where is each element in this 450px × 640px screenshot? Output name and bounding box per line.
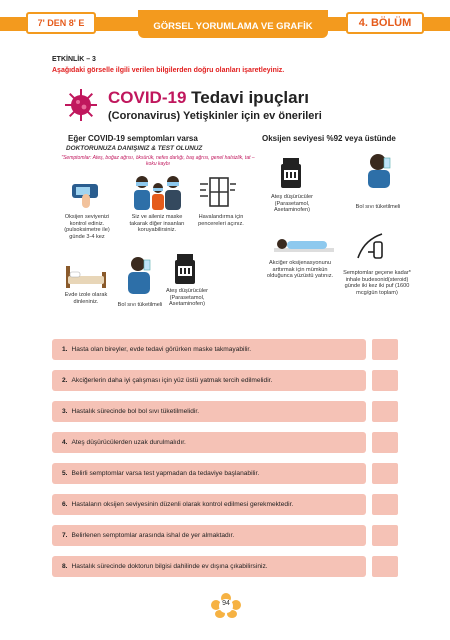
statement-number: 7. (62, 532, 68, 539)
statement-number: 1. (62, 346, 68, 353)
infographic-title (108, 88, 309, 108)
section-label: 4. BÖLÜM (346, 12, 424, 34)
statement-text: Hasta olan bireyler, evde tedavi görürken maske takmayabilir. (71, 346, 252, 353)
statement-number: 5. (62, 470, 68, 477)
bed-icon (62, 262, 110, 290)
pill-bottle-right-icon (278, 156, 304, 190)
statement-row (52, 432, 366, 453)
drinking-person-icon (122, 254, 158, 296)
title-rest: Tedavi ipuçları (186, 88, 309, 107)
statement-text: Belirli semptomlar varsa test yapmadan da tedaviye başlanabilir. (71, 470, 260, 477)
caption-oximeter: Oksijen seviyenizi kontrol ediniz. (pulsoksimetre ile) günde 3-4 kez (64, 214, 110, 240)
window-icon (198, 174, 238, 210)
statement-number: 6. (62, 501, 68, 508)
statement-number: 2. (62, 377, 68, 384)
caption-window: Havalandırma için pencereleri açınız. (198, 214, 244, 227)
statement-row (52, 339, 366, 360)
answer-box[interactable] (372, 556, 398, 577)
statement-text: Ateş düşürücülerden uzak durulmalıdır. (71, 439, 186, 446)
caption-fluids-left: Bol sıvı tüketilmeli (117, 302, 163, 308)
answer-box[interactable] (372, 494, 398, 515)
answer-box[interactable] (372, 525, 398, 546)
statement-row (52, 401, 366, 422)
activity-instruction: Aşağıdaki görselle ilgili verilen bilgilerden doğru olanları işaretleyiniz. (52, 67, 285, 74)
oximeter-icon (70, 176, 104, 210)
statement-number: 8. (62, 563, 68, 570)
title-accent: COVID-19 (108, 88, 187, 107)
statement-text: Akciğerlerin daha iyi çalışması için yüz üstü yatmak tercih edilmelidir. (71, 377, 273, 384)
infographic-subtitle: (Coronavirus) Yetişkinler için ev önerileri (108, 110, 322, 122)
statement-text: Belirlenen semptomlar arasında ishal de yer almaktadır. (71, 532, 235, 539)
caption-masks: Siz ve aileniz maske takarak diğer insanları koruyabilirsiniz. (129, 214, 185, 234)
statement-number: 3. (62, 408, 68, 415)
right-heading: Oksijen seviyesi %92 veya üstünde (262, 134, 396, 143)
header-title: GÖRSEL YORUMLAMA VE GRAFİK OKUMA (138, 10, 328, 38)
statement-row (52, 463, 366, 484)
left-heading: Eğer COVID-19 semptomları varsa (68, 134, 198, 143)
activity-title: ETKİNLİK – 3 (52, 56, 96, 63)
answer-box[interactable] (372, 339, 398, 360)
statement-number: 4. (62, 439, 68, 446)
answer-box[interactable] (372, 401, 398, 422)
grade-label: 7' DEN 8' E (26, 12, 96, 34)
page-number: 94 (222, 600, 230, 607)
answer-box[interactable] (372, 432, 398, 453)
statement-text: Hastaların oksijen seviyesinin düzenli olarak kontrol edilmesi gerekmektedir. (71, 501, 294, 508)
caption-fever-right: Ateş düşürücüler (Parasetamol, Asetaminofen) (271, 194, 313, 214)
caption-fever-left: Ateş düşürücüler (Parasetamol, Asetaminofen) (166, 288, 208, 308)
statement-row (52, 556, 366, 577)
caption-fluids-right: Bol sıvı tüketilmeli (355, 204, 401, 210)
inhaler-icon (352, 228, 392, 264)
caption-rest: Evde izole olarak dinleniniz. (64, 292, 108, 305)
answer-box[interactable] (372, 370, 398, 391)
statement-text: Hastalık sürecinde bol bol sıvı tüketilmelidir. (71, 408, 200, 415)
statement-row (52, 494, 366, 515)
symptoms-note: "Semptomlar: Ateş, boğaz ağrısı, öksürük, nefes darlığı, baş ağrısı, genel halsizlik, tat – koku kaybı (61, 155, 255, 167)
prone-person-icon (272, 232, 336, 256)
caption-inhaler: Semptomlar geçene kadar* inhale budesonid(steroid) günde iki kez iki puf (1600 mcg/gün toplam) (343, 270, 411, 296)
drinking-woman-icon (362, 150, 396, 190)
statement-row (52, 370, 366, 391)
caption-prone: Akciğer oksijenasyonunu arttırmak için mümkün olduğunca yüzüstü yatınız. (266, 260, 334, 280)
virus-icon (64, 88, 98, 122)
family-masks-icon (128, 172, 186, 212)
pill-bottle-icon (172, 252, 198, 286)
statement-text: Hastalık sürecinde doktorun bilgisi dahilinde ev dışına çıkabilirsiniz. (71, 563, 268, 570)
covid-infographic (52, 84, 414, 328)
statement-row (52, 525, 366, 546)
answer-box[interactable] (372, 463, 398, 484)
left-subheading: DOKTORUNUZA DANIŞINIZ & TEST OLUNUZ (66, 145, 203, 152)
